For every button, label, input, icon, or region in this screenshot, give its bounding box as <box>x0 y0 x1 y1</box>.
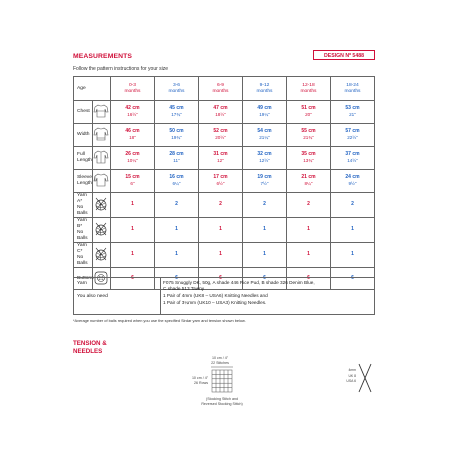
needle-usa: USA 6 <box>346 379 356 383</box>
table-row <box>74 243 375 268</box>
row-label-sleeve-length: Sleeve Length <box>74 170 93 193</box>
row-label-full-length: Full Length <box>74 147 93 170</box>
cm-value: 49 cm <box>257 105 272 112</box>
swatch-width-label <box>200 356 240 365</box>
needle-mm: 4mm <box>348 368 356 372</box>
measure-cell <box>155 101 199 124</box>
inch-value: 18" <box>129 135 136 140</box>
measure-cell <box>287 170 331 193</box>
inch-value: 13¾" <box>303 158 314 163</box>
yarn-info-box <box>73 277 375 315</box>
inch-value: 8¼" <box>304 181 313 186</box>
measure-cell <box>331 124 375 147</box>
page-title: MEASUREMENTS <box>73 53 132 60</box>
needle-uk: UK 8 <box>348 373 356 378</box>
measure-cell <box>243 124 287 147</box>
inch-value: 20½" <box>215 135 226 140</box>
tension-heading-line1: TENSION & <box>73 340 107 347</box>
measure-cell <box>111 147 155 170</box>
ball-count: 2 <box>155 193 199 218</box>
inch-value: 6½" <box>216 181 225 186</box>
ball-count: 1 <box>243 218 287 243</box>
measure-cell <box>111 101 155 124</box>
inch-value: 12½" <box>259 158 270 163</box>
measure-cell <box>243 147 287 170</box>
row-label-chest: Chest <box>74 101 93 124</box>
ball-count: 2 <box>331 193 375 218</box>
tension-heading <box>73 340 107 355</box>
measure-cell <box>287 124 331 147</box>
measure-cell <box>243 170 287 193</box>
inch-value: 6¼" <box>172 181 181 186</box>
inch-value: 16½" <box>127 112 138 117</box>
yarn-label: Yarn <box>77 281 87 286</box>
inch-value: 20" <box>305 112 312 117</box>
button-count: 6 <box>199 268 243 290</box>
ball-count: 1 <box>111 193 155 218</box>
swatch-rows: 26 Rows <box>194 380 208 385</box>
button-count: 6 <box>287 268 331 290</box>
swatch-height-label <box>180 376 208 385</box>
cm-value: 31 cm <box>213 151 228 158</box>
measure-cell <box>199 147 243 170</box>
cm-value: 17 cm <box>213 174 228 181</box>
measure-cell <box>331 147 375 170</box>
age-unit: months <box>300 88 317 94</box>
buttons-label: Buttons <box>74 268 93 290</box>
yarn-balls-label: No Balls <box>77 230 88 241</box>
row-label-width: Width <box>74 124 93 147</box>
yarn-ball-icon <box>92 193 111 218</box>
cm-value: 57 cm <box>345 128 360 135</box>
age-range: 18-24 <box>346 82 359 88</box>
stitch-type-label <box>188 397 256 406</box>
garment-sleeve-icon <box>92 170 111 193</box>
yarn-balls-label: No Balls <box>77 205 88 216</box>
yarn-row-label <box>74 193 93 218</box>
table-row <box>74 147 375 170</box>
age-unit: months <box>256 88 273 94</box>
measure-cell <box>243 101 287 124</box>
cm-value: 35 cm <box>301 151 316 158</box>
cm-value: 47 cm <box>213 105 228 112</box>
measure-cell <box>111 124 155 147</box>
yarn-name: Yarn A* <box>77 193 87 204</box>
age-header-5 <box>331 77 375 101</box>
ball-count: 2 <box>243 193 287 218</box>
cm-value: 55 cm <box>301 128 316 135</box>
measure-cell <box>155 147 199 170</box>
age-unit: months <box>344 88 361 94</box>
ball-count: 1 <box>111 243 155 268</box>
age-header-3 <box>243 77 287 101</box>
age-range: 9-12 <box>259 82 270 88</box>
garment-width-icon <box>92 124 111 147</box>
age-range: 3-6 <box>172 82 181 88</box>
measure-cell <box>199 101 243 124</box>
age-range: 12-18 <box>302 82 315 88</box>
cm-value: 37 cm <box>345 151 360 158</box>
table-row <box>74 101 375 124</box>
measure-cell <box>155 170 199 193</box>
inch-value: 19¼" <box>259 112 270 117</box>
inch-value: 19¾" <box>171 135 182 140</box>
inch-value: 21" <box>349 112 356 117</box>
garment-chest-icon <box>92 101 111 124</box>
cm-value: 21 cm <box>301 174 316 181</box>
yarn-ball-icon <box>92 243 111 268</box>
yarn-row-label <box>74 218 93 243</box>
yarn-line-1: F075 Snuggly DK, 50g, A shade 446 Rice Pud, B shade 326 Denim Blue, <box>163 280 315 285</box>
ball-count: 1 <box>155 243 199 268</box>
need-line-1: 1 Pair of 4mm (UK8 – USA6) Knitting Needles and <box>163 293 268 298</box>
inch-value: 21¼" <box>259 135 270 140</box>
cm-value: 54 cm <box>257 128 272 135</box>
cm-value: 26 cm <box>125 151 140 158</box>
cm-value: 42 cm <box>125 105 140 112</box>
inch-value: 21¾" <box>303 135 314 140</box>
yarn-name: Yarn B* <box>77 218 87 229</box>
knitting-needles-icon <box>357 363 373 393</box>
measure-cell <box>199 170 243 193</box>
cm-value: 52 cm <box>213 128 228 135</box>
ball-count: 2 <box>287 193 331 218</box>
measure-cell <box>155 124 199 147</box>
ball-count: 1 <box>243 243 287 268</box>
need-line-2: 1 Pair of 3¼mm (UK10 – USA3) Knitting Needles. <box>163 300 267 305</box>
ball-count: 1 <box>111 218 155 243</box>
inch-value: 10¼" <box>127 158 138 163</box>
table-row <box>74 218 375 243</box>
ball-count: 1 <box>199 243 243 268</box>
stitch-type-line2: Reversed Stocking Stitch) <box>201 401 243 406</box>
inch-value: 17¾" <box>171 112 182 117</box>
measure-cell <box>287 147 331 170</box>
measure-cell <box>287 101 331 124</box>
button-count: 6 <box>243 268 287 290</box>
yarn-name: Yarn C* <box>77 243 87 254</box>
button-count: 6 <box>111 268 155 290</box>
ball-count: 1 <box>287 218 331 243</box>
cm-value: 45 cm <box>169 105 184 112</box>
yarn-balls-label: No Balls <box>77 255 88 266</box>
age-unit: months <box>168 88 185 94</box>
inch-value: 14½" <box>347 158 358 163</box>
swatch-height-measure: 10 cm / 4" <box>191 376 208 380</box>
button-count: 6 <box>155 268 199 290</box>
cm-value: 28 cm <box>169 151 184 158</box>
inch-value: 6" <box>130 181 135 186</box>
yarn-row-label <box>74 243 93 268</box>
cm-value: 53 cm <box>345 105 360 112</box>
footnote: *Average number of balls required when you use the specified Sirdar yarn and tension shown below. <box>73 318 246 323</box>
measure-cell <box>331 170 375 193</box>
design-number: DESIGN Nº 5488 <box>313 50 375 60</box>
inch-value: 18½" <box>215 112 226 117</box>
ball-count: 2 <box>199 193 243 218</box>
swatch-grid-icon <box>210 366 234 394</box>
cm-value: 32 cm <box>257 151 272 158</box>
inch-value: 9½" <box>348 181 357 186</box>
swatch-stitches: 22 Stitches <box>211 360 229 365</box>
intro-text: Follow the pattern instructions for your size <box>73 66 169 72</box>
ball-count: 1 <box>287 243 331 268</box>
cm-value: 19 cm <box>257 174 272 181</box>
age-header-0 <box>111 77 155 101</box>
yarn-line-2: C shade 513 Tawny <box>163 286 205 291</box>
inch-value: 22½" <box>347 135 358 140</box>
needle-size-label <box>330 368 356 385</box>
age-unit: months <box>124 88 141 94</box>
garment-length-icon <box>92 147 111 170</box>
cm-value: 46 cm <box>125 128 140 135</box>
yarn-ball-icon <box>92 218 111 243</box>
age-header-1 <box>155 77 199 101</box>
measurements-table <box>73 76 375 290</box>
age-range: 0-3 <box>128 82 137 88</box>
also-need-label: You also need <box>77 294 108 299</box>
tension-heading-line2: NEEDLES <box>73 347 103 355</box>
table-row <box>74 170 375 193</box>
ball-count: 1 <box>331 243 375 268</box>
ball-count: 1 <box>155 218 199 243</box>
table-row <box>74 124 375 147</box>
measure-cell <box>331 101 375 124</box>
cm-value: 16 cm <box>169 174 184 181</box>
button-count: 6 <box>331 268 375 290</box>
table-row <box>74 193 375 218</box>
ball-count: 1 <box>331 218 375 243</box>
ball-count: 1 <box>199 218 243 243</box>
age-label: Age <box>74 77 111 101</box>
age-unit: months <box>212 88 229 94</box>
table-row <box>74 77 375 101</box>
cm-value: 15 cm <box>125 174 140 181</box>
inch-value: 11" <box>173 158 180 163</box>
age-range: 6-9 <box>216 82 225 88</box>
inch-value: 7½" <box>260 181 269 186</box>
cm-value: 51 cm <box>301 105 316 112</box>
cm-value: 24 cm <box>345 174 360 181</box>
measure-cell <box>199 124 243 147</box>
measure-cell <box>111 170 155 193</box>
inch-value: 12" <box>217 158 224 163</box>
age-header-4 <box>287 77 331 101</box>
stitch-type-line1: (Stocking Stitch and <box>206 397 238 401</box>
swatch-width-measure: 10 cm / 4" <box>211 356 229 360</box>
age-header-2 <box>199 77 243 101</box>
cm-value: 50 cm <box>169 128 184 135</box>
